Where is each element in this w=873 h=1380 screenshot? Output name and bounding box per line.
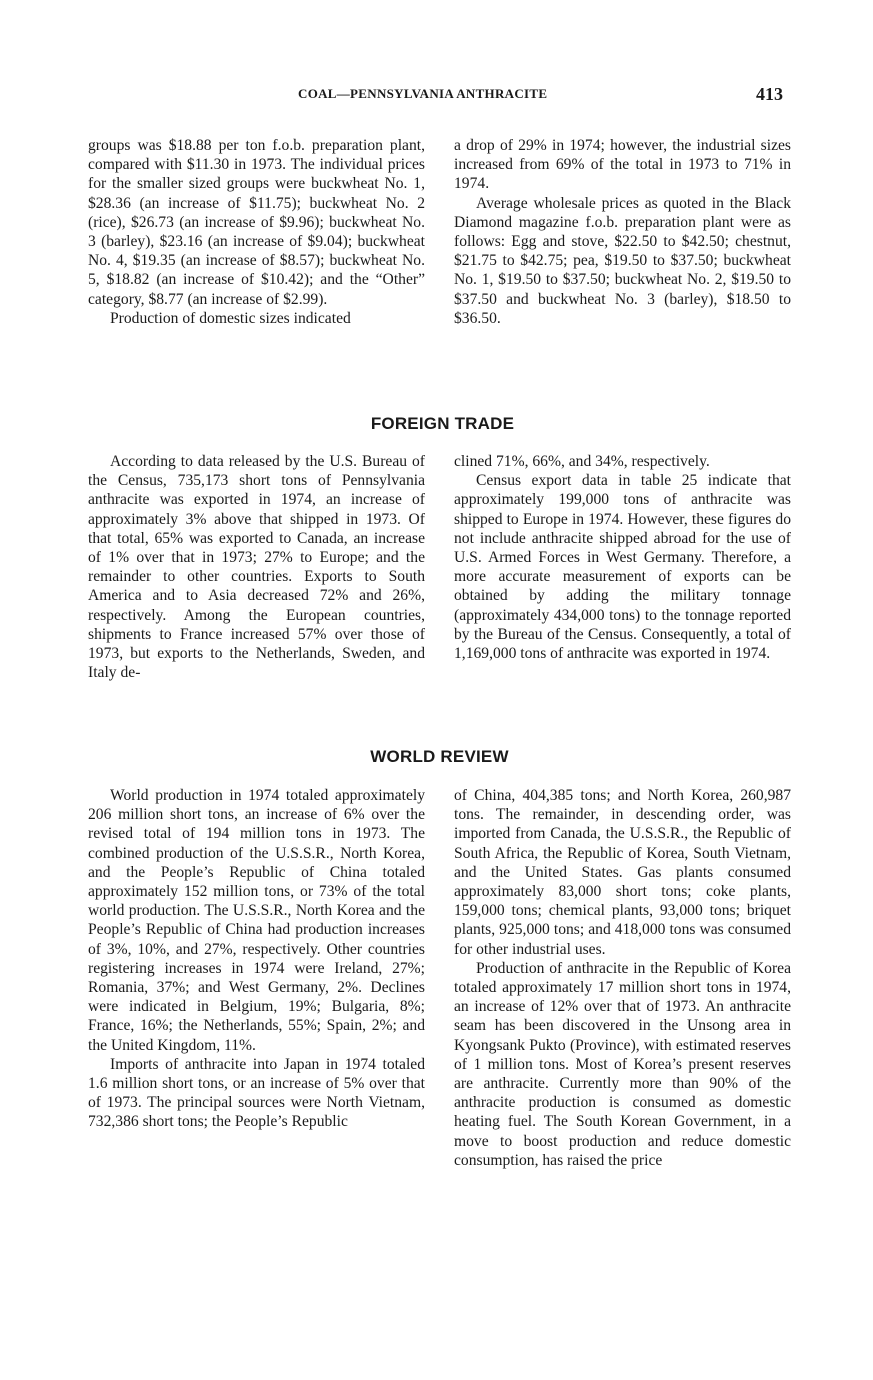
intro-right-column bbox=[454, 136, 791, 328]
section-heading-foreign-trade: FOREIGN TRADE bbox=[370, 414, 515, 433]
intro-right-paragraph-2: Average wholesale prices as quoted in the Black Diamond magazine f.o.b. preparation plant were as follows: Egg and stove, $22.50 to $42.50; chestnut, $21.75 to $42.75; pea, $19.50 to $37.50; buckwheat No. 1, $19.50 to $37.50; buckwheat No. 2, $19.50 to $37.50 and buckwheat No. 3 (barley), $18.50 to $36.50. bbox=[454, 194, 791, 327]
world-review-left-column bbox=[88, 786, 425, 1170]
foreign-trade-left-paragraph-1: According to data released by the U.S. Bureau of the Census, 735,173 short tons of Pennsylvania anthracite was exported in 1974, an increase of approximately 3% above that shipped in 1973. Of that total, 65% was exported to Canada, an increase of 1% over that in 1973; 27% to Europe; and the remainder to other countries. Exports to South America and to Asia decreased 72% and 26%, respectively. Among the European countries, shipments to France increased 57% over those of 1973, but exports to the Netherlands, Sweden, and Italy de- bbox=[88, 453, 425, 682]
world-review-right-column bbox=[454, 786, 791, 1170]
world-review-left-paragraph-1: World production in 1974 totaled approximately 206 million short tons, an increase of 6% over the revised total of 194 million tons in 1973. The combined production of the U.S.S.R., North Korea, and the People’s Republic of China totaled approximately 152 million tons, or 73% of the total world production. The U.S.S.R., North Korea and the People’s Republic of China had production increases of 3%, 10%, and 27%, respectively. Other countries registering increases in 1974 were Ireland, 27%; Romania, 37%; and West Germany, 2%. Declines were indicated in Belgium, 19%; Bulgaria, 8%; France, 16%; the Netherlands, 55%; Spain, 2%; and the United Kingdom, 11%. bbox=[88, 787, 425, 1054]
intro-left-paragraph-1: groups was $18.88 per ton f.o.b. preparation plant, compared with $11.30 in 1973. The individual prices for the smaller sized groups were buckwheat No. 1, $28.36 (an increase of $11.75); buckwheat No. 2 (rice), $26.73 (an increase of $9.96); buckwheat No. 3 (barley), $23.16 (an increase of $9.04); buckwheat No. 4, $19.35 (an increase of $8.57); buckwheat No. 5, $18.82 (an increase of $10.42); and the “Other” category, $8.77 (an increase of $2.99). bbox=[88, 137, 425, 308]
running-title: COAL—PENNSYLVANIA ANTHRACITE bbox=[298, 86, 548, 101]
intro-left-column bbox=[88, 136, 425, 328]
section-heading-world-review: WORLD REVIEW bbox=[370, 747, 509, 766]
world-review-left-paragraph-2: Imports of anthracite into Japan in 1974 totaled 1.6 million short tons, or an increase of 5% over that of 1973. The principal sources were North Vietnam, 732,386 short tons; the People’s Republic bbox=[88, 1055, 425, 1131]
world-review-section bbox=[88, 786, 791, 1170]
foreign-trade-section bbox=[88, 452, 791, 682]
foreign-trade-right-paragraph-1: clined 71%, 66%, and 34%, respectively. bbox=[454, 453, 710, 470]
page-number: 413 bbox=[756, 84, 783, 104]
world-review-right-paragraph-2: Production of anthracite in the Republic of Korea totaled approximately 17 million short tons in 1974, an increase of 12% over that of 1973. An anthracite seam has been discovered in the Unsong area in Kyongsank Pukto (Province), with estimated reserves of 1 million tons. Most of Korea’s present reserves are anthracite. Currently more than 90% of the anthracite production is consumed as domestic heating fuel. The South Korean Government, in a move to boost production and reduce domestic consumption, has raised the price bbox=[454, 959, 791, 1169]
intro-section bbox=[88, 136, 791, 328]
foreign-trade-right-column bbox=[454, 452, 791, 682]
world-review-right-paragraph-1: of China, 404,385 tons; and North Korea, 260,987 tons. The remainder, in descending order, was imported from Canada, the U.S.S.R., the Republic of South Africa, the Republic of Korea, South Vietnam, and the United States. Gas plants consumed approximately 83,000 short tons; coke plants, 159,000 tons; chemical plants, 93,000 tons; briquet plants, 925,000 tons; and 418,000 tons was consumed for other industrial uses. bbox=[454, 787, 791, 958]
intro-right-paragraph-1: a drop of 29% in 1974; however, the industrial sizes increased from 69% of the total in 1973 to 71% in 1974. bbox=[454, 137, 791, 193]
foreign-trade-right-paragraph-2: Census export data in table 25 indicate that approximately 199,000 tons of anthracite was shipped to Europe in 1974. However, these figures do not include anthracite shipped abroad for the use of U.S. Armed Forces in West Germany. Therefore, a more accurate measurement of exports can be obtained by adding the military tonnage (approximately 434,000 tons) to the tonnage reported by the Bureau of the Census. Consequently, a total of 1,169,000 tons of anthracite was exported in 1974. bbox=[454, 472, 791, 663]
foreign-trade-left-column bbox=[88, 452, 425, 682]
intro-left-paragraph-2: Production of domestic sizes indicated bbox=[110, 309, 351, 327]
running-header bbox=[0, 84, 873, 114]
